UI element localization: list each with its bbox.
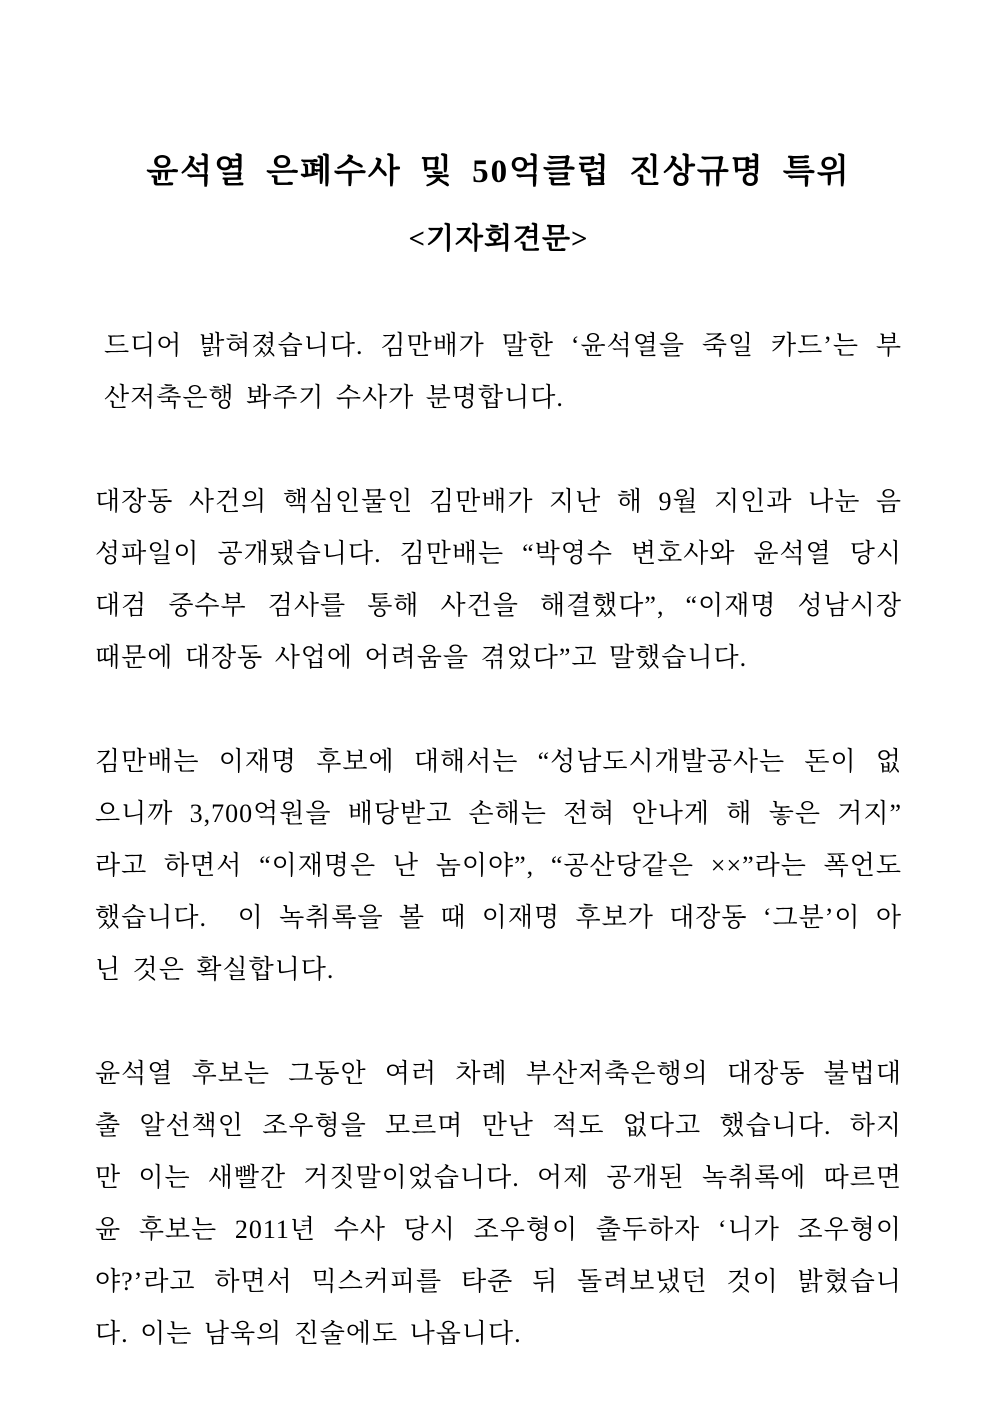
text-line: 야?’라고 하면서 믹스커피를 타준 뒤 돌려보냈던 것이 밝혔습니 (95, 1267, 902, 1296)
text-line: 산저축은행 봐주기 수사가 분명합니다. (104, 383, 564, 412)
document-body (95, 320, 902, 1360)
text-line: 닌 것은 확실합니다. (95, 955, 335, 984)
paragraph (95, 1048, 902, 1360)
text-line: 대장동 사건의 핵심인물인 김만배가 지난 해 9월 지인과 나눈 음 (95, 487, 902, 516)
text-line: 대검 중수부 검사를 통해 사건을 해결했다”, “이재명 성남시장 (95, 591, 902, 620)
text-line: 출 알선책인 조우형을 모르며 만난 적도 없다고 했습니다. 하지 (95, 1111, 902, 1140)
text-line: 성파일이 공개됐습니다. 김만배는 “박영수 변호사와 윤석열 당시 (95, 539, 902, 568)
text-line: 김만배는 이재명 후보에 대해서는 “성남도시개발공사는 돈이 없 (95, 747, 902, 776)
text-line: 만 이는 새빨간 거짓말이었습니다. 어제 공개된 녹취록에 따르면 (95, 1163, 902, 1192)
page-subtitle: <기자회견문> (408, 223, 589, 255)
text-line: 윤석열 후보는 그동안 여러 차례 부산저축은행의 대장동 불법대 (95, 1059, 902, 1088)
text-line: 때문에 대장동 사업에 어려움을 겪었다”고 말했습니다. (95, 643, 748, 672)
page-title: 윤석열 은폐수사 및 50억클럽 진상규명 특위 (146, 154, 851, 190)
text-line: 윤 후보는 2011년 수사 당시 조우형이 출두하자 ‘니가 조우형이 (95, 1215, 902, 1244)
text-line: 다. 이는 남욱의 진술에도 나옵니다. (95, 1319, 522, 1348)
text-line: 으니까 3,700억원을 배당받고 손해는 전혀 안나게 해 놓은 거지” (95, 799, 902, 828)
paragraph (95, 476, 902, 684)
paragraph (95, 320, 902, 424)
text-line: 라고 하면서 “이재명은 난 놈이야”, “공산당같은 ××”라는 폭언도 (95, 851, 902, 880)
text-line: 드디어 밝혀졌습니다. 김만배가 말한 ‘윤석열을 죽일 카드’는 부 (104, 331, 902, 360)
text-line: 했습니다. 이 녹취록을 볼 때 이재명 후보가 대장동 ‘그분’이 아 (95, 903, 902, 932)
paragraph (95, 736, 902, 996)
